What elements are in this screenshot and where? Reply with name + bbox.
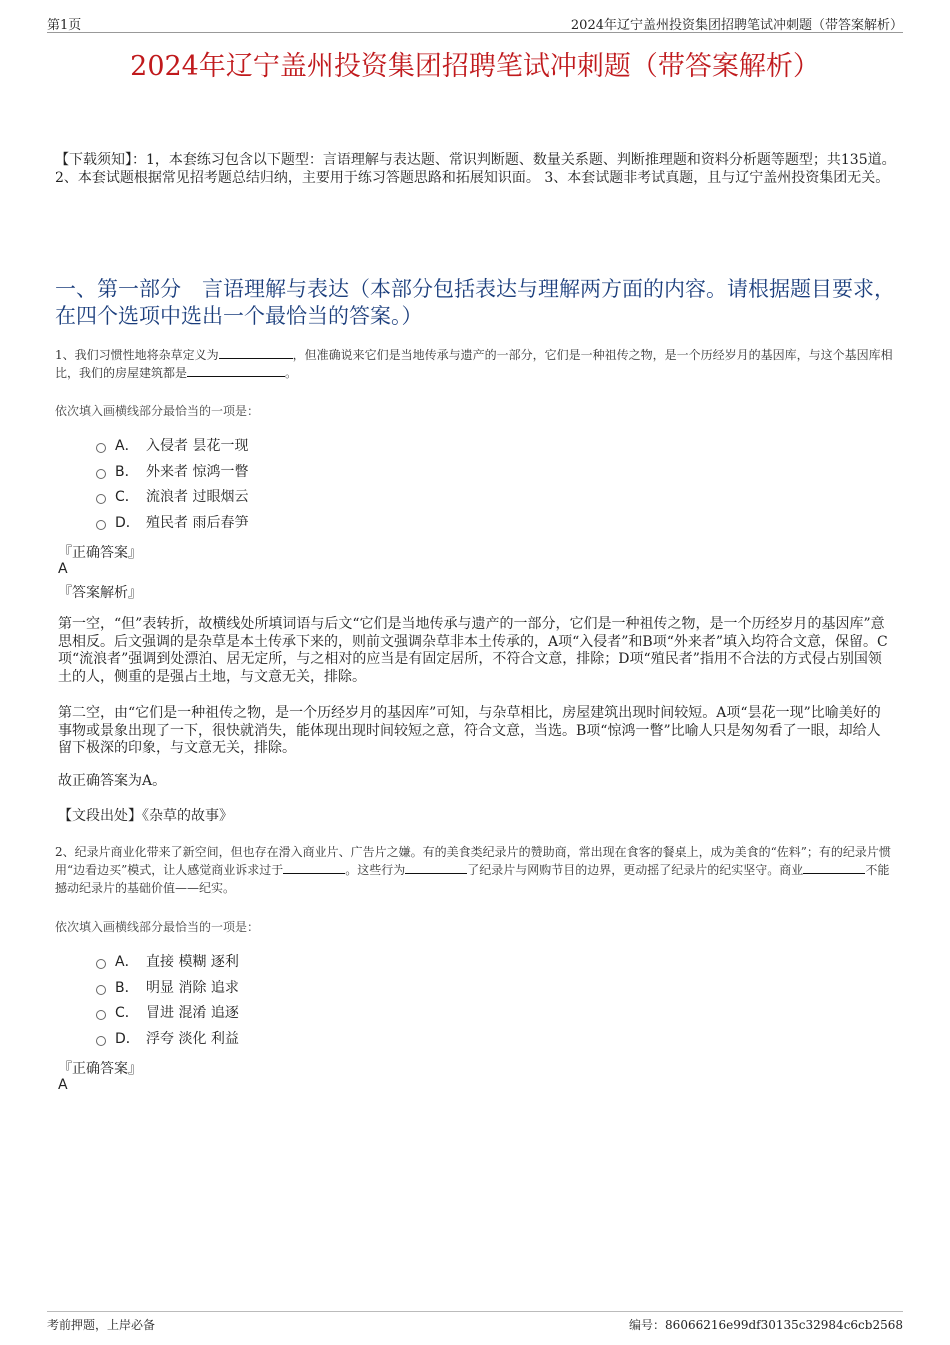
page-number: 第1页	[47, 18, 82, 33]
correct-answer: A	[58, 561, 68, 577]
header-doc-title: 2024年辽宁盖州投资集团招聘笔试冲刺题（带答案解析）	[570, 18, 903, 33]
radio-icon[interactable]	[96, 494, 106, 504]
radio-icon[interactable]	[96, 469, 106, 479]
correct-answer: A	[58, 1077, 68, 1093]
answer-blank	[283, 862, 345, 874]
question-1-options	[96, 432, 248, 535]
analysis-label: 『答案解析』	[58, 585, 142, 601]
answer-blank	[803, 862, 865, 874]
source-citation: 【文段出处】《杂草的故事》	[58, 808, 233, 824]
footer-doc-id: 编号：86066216e99df30135c32984c6cb2568	[629, 1318, 903, 1332]
question-2-stem: 2、纪录片商业化带来了新空间，但也存在滑入商业片、广告片之嫌。有的美食类纪录片的赞助商，常出现在食客的餐桌上，成为美食的“佐料”；有的纪录片惯用“边看边买”模式，让人感觉商业诉求过于 。这些行为 了纪录片与网购节目的边界，更动摇了纪录片的纪实坚守。商业 不能撼动纪录片的基础价值——纪实。	[55, 845, 891, 895]
section-heading: 一、第一部分 言语理解与表达（本部分包括表达与理解两方面的内容。请根据题目要求，在四个选项中选出一个最恰当的答案。）	[55, 277, 895, 328]
radio-icon[interactable]	[96, 985, 106, 995]
question-1-instruction: 依次填入画横线部分最恰当的一项是：	[55, 404, 260, 418]
page-header	[47, 14, 903, 33]
option-a[interactable]: A． 直接 模糊 逐利	[96, 948, 239, 974]
radio-icon[interactable]	[96, 1010, 106, 1020]
option-d[interactable]: D． 殖民者 雨后春笋	[96, 509, 248, 535]
question-2-instruction: 依次填入画横线部分最恰当的一项是：	[55, 920, 260, 934]
option-c[interactable]: C． 流浪者 过眼烟云	[96, 483, 248, 509]
question-2-options	[96, 948, 239, 1051]
radio-icon[interactable]	[96, 443, 106, 453]
page-title: 2024年辽宁盖州投资集团招聘笔试冲刺题（带答案解析）	[130, 51, 820, 82]
option-b[interactable]: B． 外来者 惊鸿一瞥	[96, 458, 248, 484]
answer-blank	[219, 347, 293, 359]
option-a[interactable]: A． 入侵者 昙花一现	[96, 432, 248, 458]
radio-icon[interactable]	[96, 959, 106, 969]
answer-blank	[187, 365, 285, 377]
option-b[interactable]: B． 明显 消除 追求	[96, 974, 239, 1000]
radio-icon[interactable]	[96, 1036, 106, 1046]
option-d[interactable]: D． 浮夸 淡化 利益	[96, 1025, 239, 1051]
download-notice: 【下载须知】：1，本套练习包含以下题型：言语理解与表达题、常识判断题、数量关系题、判断推理题和资料分析题等题型；共135道。 2、本套试题根据常见招考题总结归纳，主要用于练习答题思路和拓展知识面。 3、本套试题非考试真题，且与辽宁盖州投资集团无关。	[55, 152, 896, 186]
option-c[interactable]: C． 冒进 混淆 追逐	[96, 999, 239, 1025]
correct-answer-label: 『正确答案』	[58, 545, 142, 561]
page-footer	[47, 1311, 903, 1332]
correct-answer-label: 『正确答案』	[58, 1061, 142, 1077]
radio-icon[interactable]	[96, 520, 106, 530]
analysis-conclusion: 故正确答案为A。	[58, 773, 167, 789]
analysis-paragraph: 第一空，“但”表转折，故横线处所填词语与后文“它们是当地传承与遗产的一部分，它们是一种祖传之物，是一个历经岁月的基因库”意思相反。后文强调的是杂草是本土传承下来的，则前文强调杂草非本土传承的，A项“入侵者”和B项“外来者”填入均符合文意，保留。C项“流浪者”强调到处漂泊、居无定所，与之相对的应当是有固定居所，不符合文意，排除；D项“殖民者”指用不合法的方式侵占别国领土的人，侧重的是强占土地，与文意无关，排除。	[58, 616, 888, 685]
footer-slogan: 考前押题，上岸必备	[47, 1318, 156, 1332]
answer-blank	[405, 862, 467, 874]
question-1-stem: 1、我们习惯性地将杂草定义为 ，但准确说来它们是当地传承与遗产的一部分，它们是一种祖传之物，是一个历经岁月的基因库，与这个基因库相比，我们的房屋建筑都是 。	[55, 348, 893, 380]
analysis-paragraph: 第二空，由“它们是一种祖传之物，是一个历经岁月的基因库”可知，与杂草相比，房屋建筑出现时间较短。A项“昙花一现”比喻美好的事物或景象出现了一下，很快就消失，能体现出现时间较短之意，符合文意，当选。B项“惊鸿一瞥”比喻人只是匆匆看了一眼，却给人留下极深的印象，与文意无关，排除。	[58, 705, 881, 756]
